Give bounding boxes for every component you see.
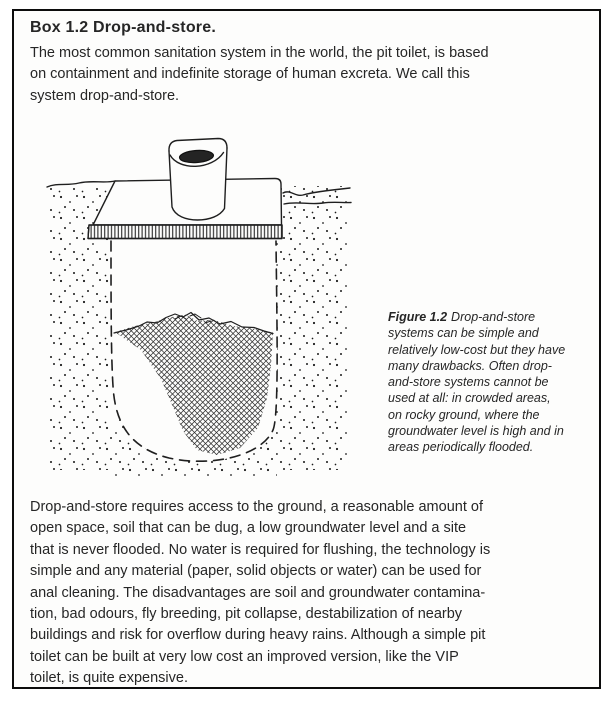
body-line: buildings and risk for overflow during heavy rains. Although a simple pit (30, 627, 486, 644)
intro-paragraph (30, 43, 489, 107)
body-paragraph (30, 497, 490, 690)
caption-text: Drop-and-store (451, 310, 536, 324)
intro-line: on containment and indefinite storage of human excreta. We call this (30, 66, 470, 83)
caption-line: many drawbacks. Often drop- (388, 358, 552, 373)
body-line: Drop-and-store requires access to the ground, a reasonable amount of (30, 499, 483, 515)
caption-line: areas periodically flooded. (388, 440, 534, 455)
pit-toilet-illustration (35, 130, 355, 485)
intro-line: The most common sanitation system in the world, the pit toilet, is based (30, 45, 489, 61)
body-line: that is never flooded. No water is required for flushing, the technology is (30, 541, 491, 558)
intro-line: system drop-and-store. (30, 87, 180, 104)
caption-line: relatively low-cost but they have (388, 342, 566, 357)
ground-line-left (47, 181, 115, 187)
body-line: open space, soil that can be dug, a low groundwater level and a site (30, 520, 467, 537)
caption-line: systems can be simple and (388, 326, 539, 341)
body-line: toilet can be built at very low cost an improved version, like the VIP (30, 648, 459, 665)
figure-caption (388, 309, 565, 456)
body-line: toilet, is quite expensive. (30, 670, 188, 687)
box-1-2-panel (12, 9, 601, 689)
figure-label: Figure 1.2 (388, 310, 448, 324)
caption-line: groundwater level is high and in (388, 424, 564, 439)
caption-line: used at all: in crowded areas, (388, 391, 551, 406)
caption-line: and-store systems cannot be (388, 375, 549, 390)
toilet-pedestal (169, 139, 227, 221)
body-line: simple and any material (paper, solid objects or water) can be used for (30, 563, 482, 580)
caption-line: on rocky ground, where the (388, 407, 540, 422)
caption-line (388, 309, 565, 325)
body-line: anal cleaning. The disadvantages are soil and groundwater contamina- (30, 584, 486, 601)
body-line: tion, bad odours, fly breeding, pit collapse, destabilization of nearby (30, 606, 463, 623)
box-title: Box 1.2 Drop-and-store. (30, 19, 216, 36)
